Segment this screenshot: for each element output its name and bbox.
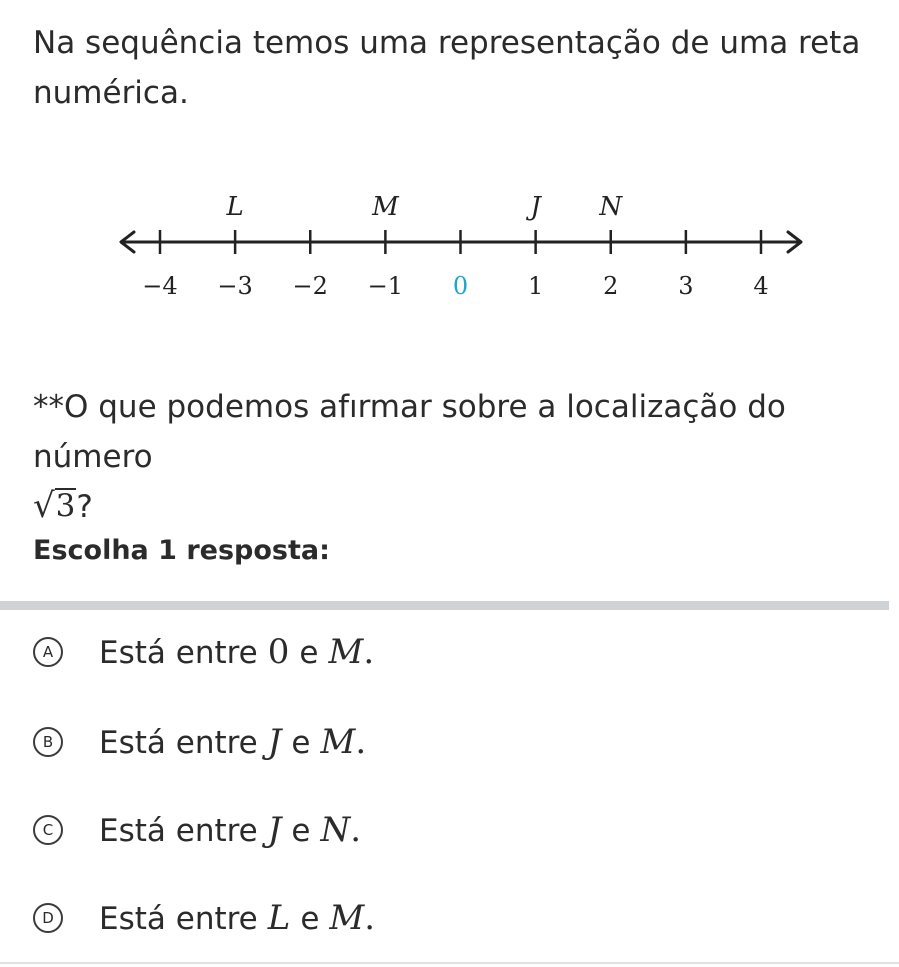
option-c-prefix: Está entre [99,813,258,849]
option-a-letter: A [33,637,63,667]
option-a-end: . [363,632,375,672]
point-label: N [599,192,623,222]
option-b-prefix: Está entre [99,725,258,761]
radical-icon: √ [33,486,55,526]
option-c-conj: e [291,813,311,849]
option-d-letter: D [33,903,63,933]
option-a-conj: e [299,635,319,671]
option-c-first: J [267,810,282,850]
tick-label: 4 [753,272,769,300]
option-b[interactable] [33,712,873,772]
option-c-text [99,810,361,850]
sqrt-radicand: 3 [55,488,76,525]
option-c[interactable] [33,800,873,860]
option-d-text [99,898,375,938]
option-b-second: M [320,722,356,762]
option-c-second: N [320,810,351,850]
question-suffix: ? [76,489,93,525]
option-c-letter: C [33,815,63,845]
option-a-text [99,632,374,672]
option-b-end: . [355,722,367,762]
option-a[interactable] [33,622,873,682]
divider [0,601,889,610]
point-label: M [372,192,399,222]
tick-label: −4 [142,272,178,300]
point-label: J [530,192,541,222]
option-d-second: M [329,898,365,938]
point-label: L [226,192,244,222]
option-d-end: . [364,898,376,938]
tick-label: −2 [292,272,328,300]
tick-label: −1 [367,272,404,300]
intro-text: Na sequência temos uma representação de uma reta numérica. [33,25,861,111]
tick-label: 0 [452,272,469,300]
option-d[interactable] [33,888,873,948]
tick-label: −3 [217,272,253,300]
option-d-conj: e [300,901,320,937]
option-d-first: L [267,898,291,938]
option-a-first: 0 [267,632,290,672]
option-b-text [99,722,366,762]
option-a-prefix: Está entre [99,635,258,671]
question-text [33,382,883,532]
tick-label: 1 [527,272,544,300]
sqrt-expression [33,486,76,526]
option-b-first: J [267,722,282,762]
option-b-conj: e [291,725,311,761]
option-c-end: . [350,810,362,850]
instruction-label: Escolha 1 resposta: [33,535,330,566]
question-prefix: **O que podemos afırmar sobre a localização do número [33,389,786,475]
option-d-prefix: Está entre [99,901,258,937]
number-line [0,170,899,320]
tick-label: 2 [603,272,619,300]
tick-label: 3 [678,272,694,300]
option-a-second: M [328,632,364,672]
option-b-letter: B [33,727,63,757]
bottom-divider [0,962,899,964]
